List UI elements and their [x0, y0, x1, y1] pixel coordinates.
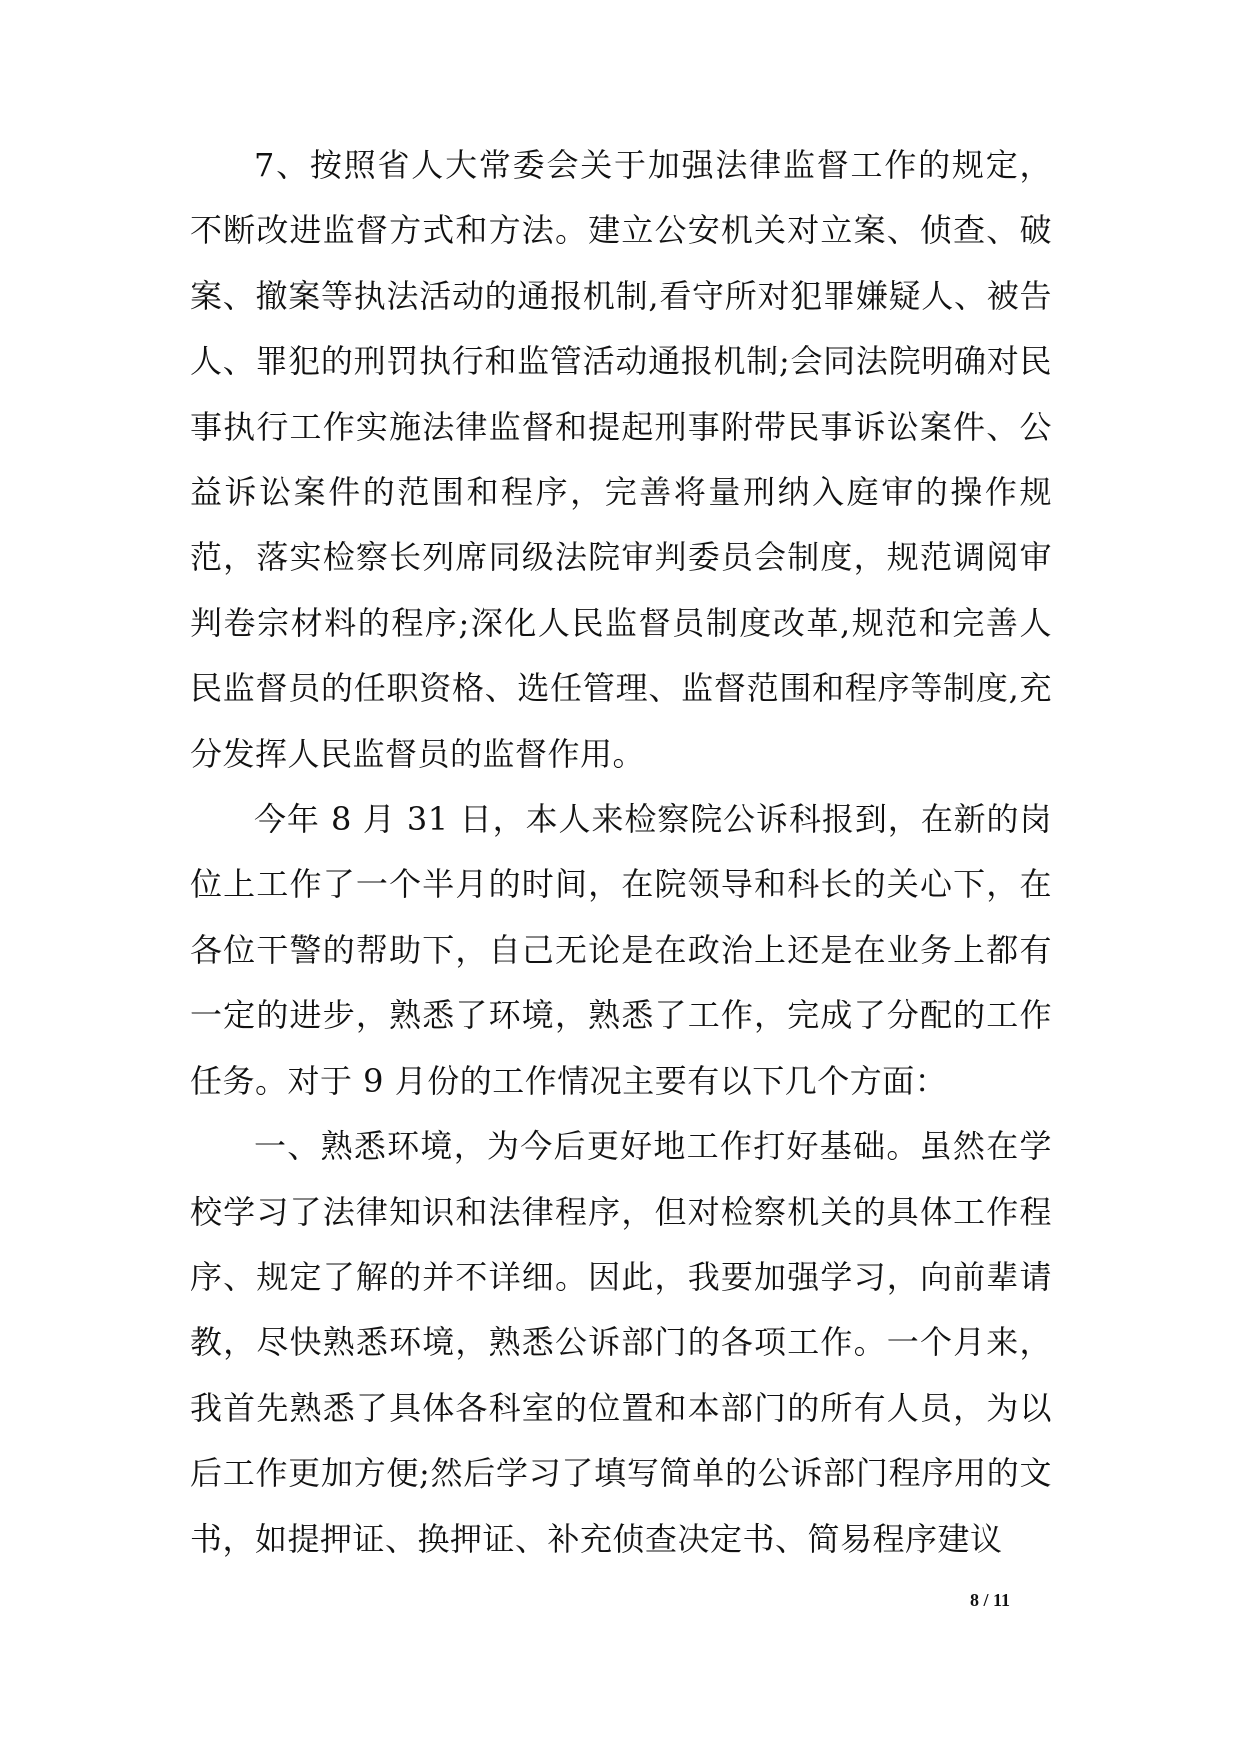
paragraph-familiarize-environment: 一、熟悉环境，为今后更好地工作打好基础。虽然在学校学习了法律知识和法律程序，但对检察机关的具体工作程序、规定了解的并不详细。因此，我要加强学习，向前辈请教，尽快熟悉环境，熟悉公诉部门的各项工作。一个月来，我首先熟悉了具体各科室的位置和本部门的所有人员，为以后工作更加方便;然后学习了填写简单的公诉部门程序用的文书，如提押证、换押证、补充侦查决定书、简易程序建议 [190, 1127, 1052, 1558]
document-body [190, 133, 1052, 1572]
paragraph-work-report: 今年 8 月 31 日，本人来检察院公诉科报到，在新的岗位上工作了一个半月的时间，在院领导和科长的关心下，在各位干警的帮助下，自己无论是在政治上还是在业务上都有一定的进步，熟悉了环境，熟悉了工作，完成了分配的工作任务。对于 9 月份的工作情况主要有以下几个方面： [190, 800, 1052, 1100]
paragraph-legal-supervision: 7、按照省人大常委会关于加强法律监督工作的规定，不断改进监督方式和方法。建立公安机关对立案、侦查、破案、撤案等执法活动的通报机制,看守所对犯罪嫌疑人、被告人、罪犯的刑罚执行和监管活动通报机制;会同法院明确对民事执行工作实施法律监督和提起刑事附带民事诉讼案件、公益诉讼案件的范围和程序，完善将量刑纳入庭审的操作规范，落实检察长列席同级法院审判委员会制度，规范调阅审判卷宗材料的程序;深化人民监督员制度改革,规范和完善人民监督员的任职资格、选任管理、监督范围和程序等制度,充分发挥人民监督员的监督作用。 [190, 146, 1052, 773]
page-number: 8 / 11 [970, 1590, 1011, 1610]
